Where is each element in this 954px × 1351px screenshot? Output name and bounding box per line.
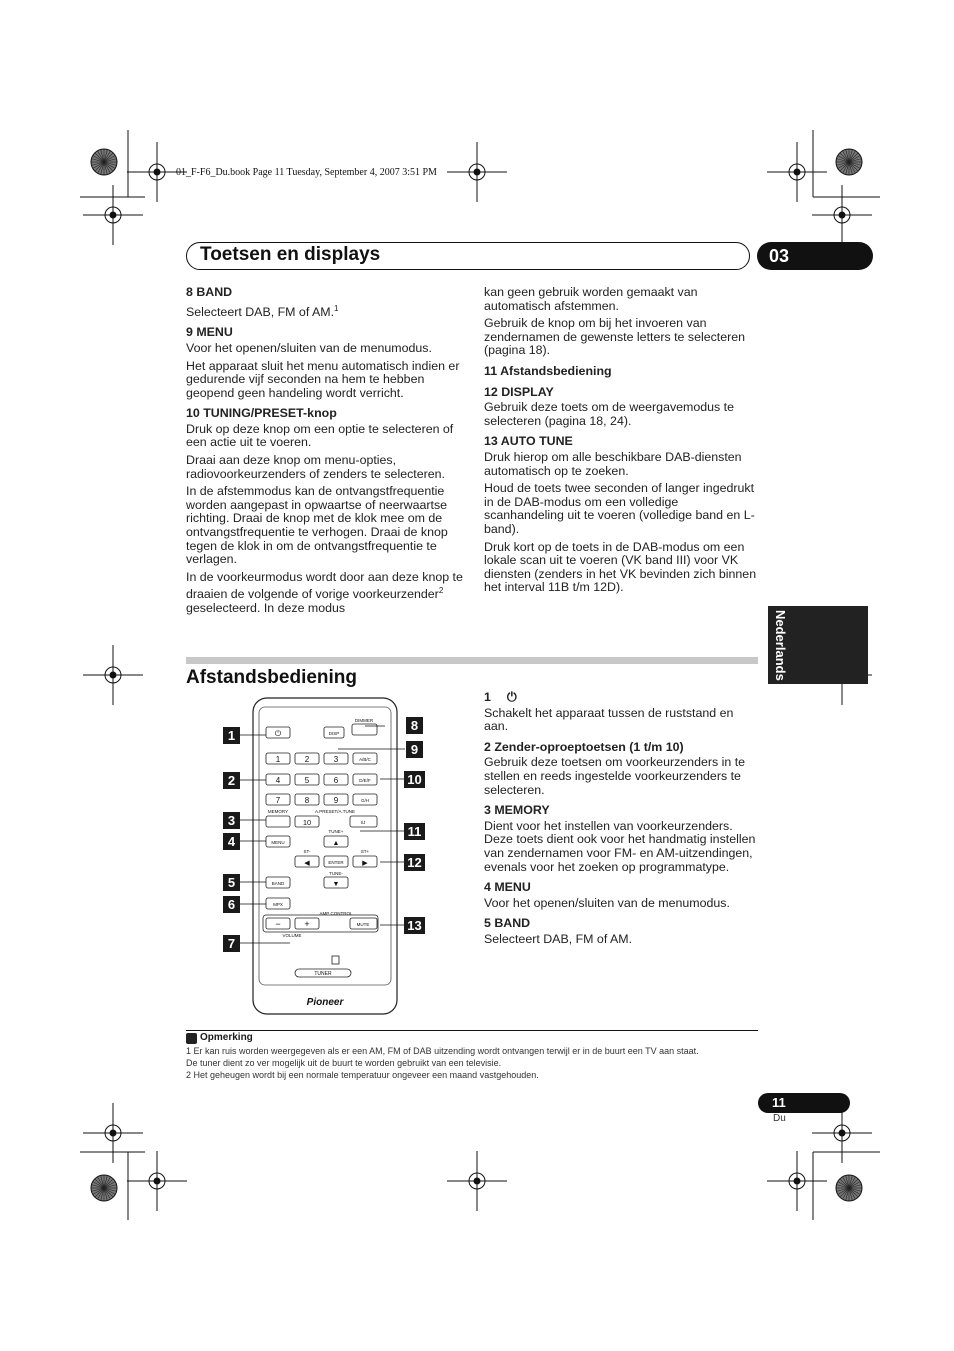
callout-4: 4 — [223, 833, 240, 850]
remote-label-def: D/E/F — [359, 778, 371, 783]
heading-band: 8 BAND — [186, 285, 233, 299]
remote-label-tune-plus: TUNE+ — [328, 829, 344, 834]
print-header: 01_F-F6_Du.book Page 11 Tuesday, September 4, 2007 3:51 PM — [176, 167, 437, 178]
note-icon — [186, 1033, 197, 1044]
para: Draai aan deze knop om menu-opties, radiovoorkeurzenders of zenders te selecteren. — [186, 453, 445, 481]
para: Druk op deze knop om een optie te selecteren of een actie uit te voeren. — [186, 421, 454, 450]
callout-8: 8 — [406, 717, 423, 734]
svg-text:▶: ▶ — [362, 860, 368, 867]
top-right-column — [484, 286, 760, 599]
remote-label-ij: I/J — [360, 820, 366, 825]
section-title: Afstandsbediening — [186, 667, 358, 688]
top-left-column — [186, 286, 466, 620]
heading-auto-tune: 13 AUTO TUNE — [484, 434, 573, 449]
remote-label-enter: ENTER — [328, 860, 344, 865]
footnote-line: 1 Er kan ruis worden weergegeven als er een AM, FM of DAB uitzending wordt ontvangen terwijl er in de buurt een TV aan staat. — [186, 1046, 699, 1056]
heading-power: 1 ⏻ — [484, 690, 517, 704]
heading-band: 5 BAND — [484, 916, 531, 931]
remote-label-5: 5 — [304, 776, 310, 785]
callout-3: 3 — [223, 812, 240, 829]
remote-label-tune-minus: TUNE- — [329, 871, 343, 876]
para: Druk kort op de toets in de DAB-modus om een lokale scan uit te voeren (VK band III) voor VK diensten (zenders in het VK bevinden zich binnen het interval 11B t/m 12D). — [484, 539, 757, 595]
power-icon: ⏻ — [506, 690, 517, 704]
para: Gebruik deze toetsen om voorkeurzenders in te stellen en reeds ingestelde voorkeurzenders te selecteren. — [484, 755, 746, 797]
remote-label-band: BAND — [271, 881, 285, 886]
section-rule — [186, 657, 758, 664]
para: kan geen gebruik worden gemaakt van automatisch afstemmen. — [484, 285, 698, 313]
heading-memory: 3 MEMORY — [484, 803, 550, 818]
page-language: Du — [773, 1113, 786, 1124]
callout-9: 9 — [406, 741, 423, 758]
svg-text:◀: ◀ — [304, 860, 310, 867]
remote-label-gh: G/H — [360, 798, 370, 803]
remote-label-10: 10 — [302, 818, 312, 827]
remote-label-abc: A/B/C — [359, 757, 371, 762]
para: Houd de toets twee seconden of langer ingedrukt in de DAB-modus om een volledige scanhandeling uit te voeren (volledige band en L-band). — [484, 481, 755, 536]
callout-5: 5 — [223, 874, 240, 891]
remote-label-3: 3 — [333, 755, 339, 764]
callout-1: 1 — [223, 727, 240, 744]
remote-label-4: 4 — [275, 776, 281, 785]
remote-label-2: 2 — [304, 755, 310, 764]
remote-label-tuner: TUNER — [314, 971, 332, 977]
remote-label-volume: VOLUME — [282, 933, 302, 938]
para: Druk hierop om alle beschikbare DAB-diensten automatisch op te zoeken. — [484, 449, 742, 478]
remote-label-st-minus: ST- — [303, 849, 311, 854]
power-icon: ⏻ — [274, 729, 282, 738]
para: Gebruik de knop om bij het invoeren van zendernamen de gewenste letters te selecteren (pagina 18). — [484, 316, 746, 358]
svg-text:▼: ▼ — [332, 881, 340, 888]
heading-display: 12 DISPLAY — [484, 384, 554, 399]
remote-label-6: 6 — [333, 776, 339, 785]
note-title: Opmerking — [200, 1032, 253, 1043]
callout-11: 11 — [404, 823, 425, 840]
remote-label-amp-control: AMP CONTROL — [319, 911, 353, 916]
note-rule — [186, 1030, 758, 1031]
para: In de afstemmodus kan de ontvangstfrequentie worden aangepast in opwaartse of neerwaartse richting. Draai de knop met de klok mee om de ontvangstfrequentie te verhogen. Draai de knop tegen de klok in om de ontvangstfrequentie te verlagen. — [186, 484, 448, 567]
callout-13: 13 — [404, 917, 425, 934]
remote-brand-logo: Pioneer — [306, 997, 344, 1008]
para: Selecteert DAB, FM of AM.$^1$ — [186, 303, 339, 319]
svg-text:+: + — [304, 919, 310, 929]
para: Gebruik deze toets om de weergavemodus te selecteren (pagina 18, 24). — [484, 400, 735, 428]
callout-10: 10 — [404, 771, 425, 788]
para: In de voorkeurmodus wordt door aan deze knop te draaien de volgende of vorige voorkeurzender$^2$ geselecteerd. In deze modus — [186, 569, 463, 616]
para: Selecteert DAB, FM of AM. — [484, 931, 633, 946]
remote-label-memory: MEMORY — [267, 809, 289, 814]
remote-label-apreset: A.PRESET/A.TUNE — [314, 809, 356, 814]
remote-label-disp: DISP — [328, 731, 340, 736]
para: Voor het openen/sluiten van de menumodus. — [484, 895, 730, 910]
callout-12: 12 — [404, 854, 425, 871]
heading-menu: 9 MENU — [186, 325, 233, 340]
para: Het apparaat sluit het menu automatisch indien er gedurende vijf seconden na hem te hebben geopend geen handeling wordt verricht. — [186, 358, 460, 400]
chapter-title: Toetsen en displays — [200, 244, 381, 265]
callout-2: 2 — [223, 772, 240, 789]
remote-label-st-plus: ST+ — [360, 849, 370, 854]
bottom-right-column — [484, 691, 760, 951]
remote-label-dimmer: DIMMER — [354, 718, 374, 723]
callout-7: 7 — [223, 935, 240, 952]
heading-preset-buttons: 2 Zender-oproeptoetsen (1 t/m 10) — [484, 739, 684, 754]
heading-tuning: 10 TUNING/PRESET-knop — [186, 406, 337, 421]
para: Dient voor het instellen van voorkeurzenders. Deze toets dient ook voor het handmatig instellen van zendernamen voor FM- en AM-uitzendingen, evenals voor het zoeken op programmatype. — [484, 818, 756, 874]
footnotes — [186, 1045, 766, 1081]
heading-afstandsbediening: 11 Afstandsbediening — [484, 363, 612, 378]
footnote-line: De tuner dient zo ver mogelijk uit de buurt te worden gebruikt van een televisie. — [186, 1058, 502, 1068]
svg-text:−: − — [275, 919, 281, 929]
heading-menu: 4 MENU — [484, 880, 531, 895]
remote-label-7: 7 — [275, 796, 281, 805]
remote-label-mpx: MPX — [273, 902, 283, 907]
svg-text:▲: ▲ — [332, 840, 340, 847]
para: Schakelt het apparaat tussen de ruststand en aan. — [484, 705, 734, 734]
callout-leaders — [240, 720, 410, 950]
callout-6: 6 — [223, 896, 240, 913]
remote-label-1: 1 — [275, 755, 281, 764]
remote-label-menu: MENU — [271, 840, 285, 845]
remote-label-mute: MUTE — [356, 922, 370, 927]
chapter-number: 03 — [757, 242, 873, 270]
para: Voor het openen/sluiten van de menumodus. — [186, 340, 432, 355]
remote-label-8: 8 — [304, 796, 310, 805]
language-tab-label: Nederlands — [773, 609, 788, 681]
footnote-line: 2 Het geheugen wordt bij een normale temperatuur ongeveer een maand vastgehouden. — [186, 1070, 539, 1080]
page-number: 11 — [758, 1093, 850, 1113]
remote-label-9: 9 — [333, 796, 339, 805]
